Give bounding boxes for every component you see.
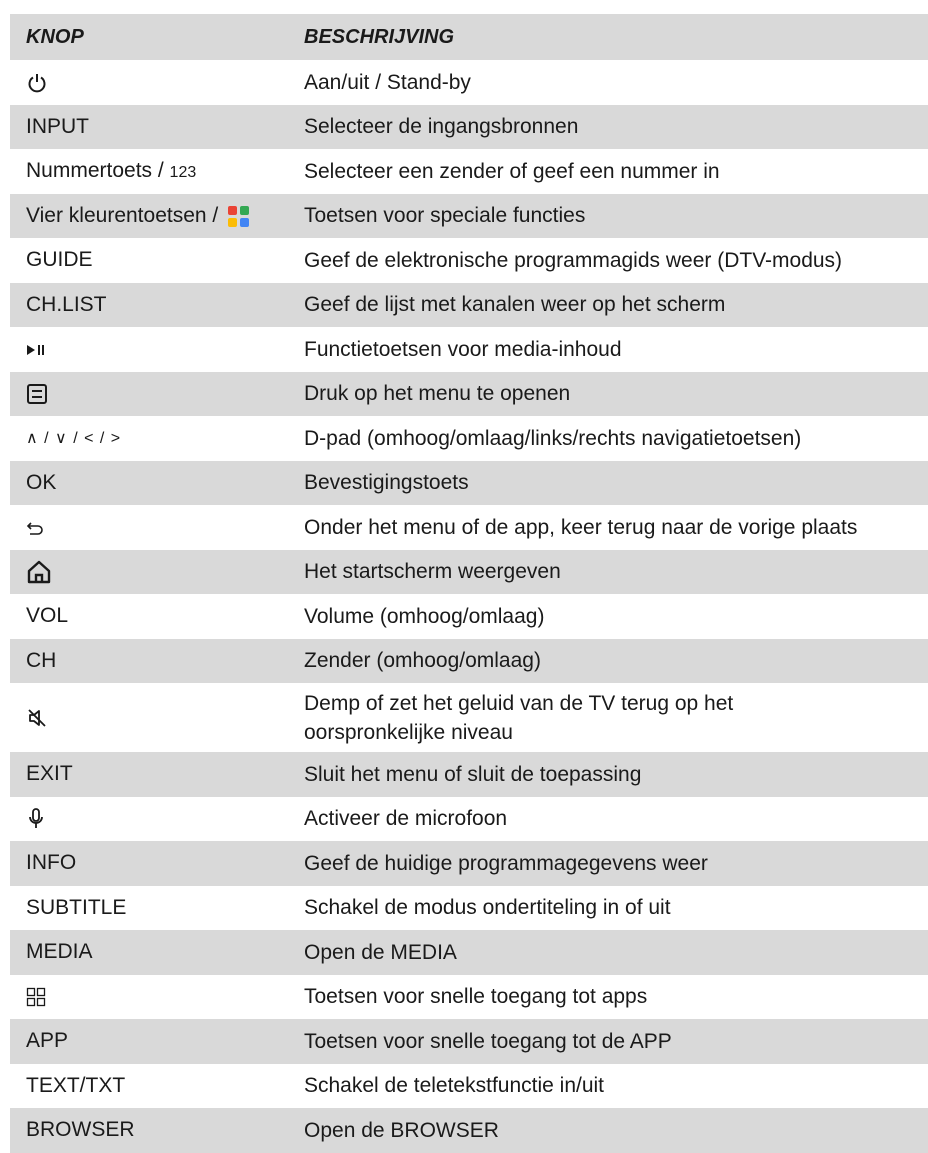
desc-cell: Open de MEDIA <box>304 940 457 964</box>
desc-line: oorspronkelijke niveau <box>304 720 513 744</box>
key-cell: GUIDE <box>26 248 93 272</box>
table-row <box>10 1019 928 1064</box>
key-cell <box>10 706 304 730</box>
desc-cell: Schakel de teletekstfunctie in/uit <box>304 1074 605 1098</box>
table-row <box>10 238 928 283</box>
table-row <box>10 683 928 752</box>
key-label-small: 123 <box>169 164 197 182</box>
key-cell <box>10 985 304 1009</box>
table-row <box>10 194 928 239</box>
table-header <box>10 14 928 60</box>
desc-cell: Toetsen voor speciale functies <box>304 204 586 228</box>
table-row <box>10 327 928 372</box>
key-cell: INPUT <box>26 114 89 138</box>
play-pause-icon <box>26 343 48 357</box>
table-row <box>10 416 928 461</box>
desc-cell: Zender (omhoog/omlaag) <box>304 649 541 673</box>
table-row <box>10 505 928 550</box>
desc-cell: Aan/uit / Stand-by <box>304 70 471 94</box>
desc-cell: Geef de lijst met kanalen weer op het scherm <box>304 293 726 317</box>
table-row <box>10 1108 928 1153</box>
desc-cell: Sluit het menu of sluit de toepassing <box>304 762 642 786</box>
desc-cell <box>304 689 928 747</box>
desc-cell: Activeer de microfoon <box>304 807 508 831</box>
table-row <box>10 105 928 150</box>
desc-cell: Selecteer de ingangsbronnen <box>304 115 579 139</box>
key-cell: INFO <box>26 851 77 875</box>
key-cell <box>10 337 304 361</box>
table-row <box>10 975 928 1020</box>
back-icon <box>26 520 46 536</box>
key-cell <box>10 807 304 831</box>
desc-cell: Bevestigingstoets <box>304 471 469 495</box>
mute-icon <box>26 707 48 729</box>
key-cell: SUBTITLE <box>26 895 127 919</box>
key-cell <box>10 382 304 406</box>
menu-icon <box>26 383 48 405</box>
desc-cell: Onder het menu of de app, keer terug naar de vorige plaats <box>304 515 858 539</box>
table-row <box>10 752 928 797</box>
power-icon <box>26 72 48 94</box>
four-color-keys-icon <box>228 206 249 227</box>
desc-cell: Open de BROWSER <box>304 1118 499 1142</box>
table-row <box>10 461 928 506</box>
table-row <box>10 639 928 684</box>
table-row <box>10 841 928 886</box>
desc-line: Demp of zet het geluid van de TV terug op het <box>304 691 734 715</box>
desc-cell: Toetsen voor snelle toegang tot de APP <box>304 1029 672 1053</box>
desc-cell: Geef de elektronische programmagids weer (DTV-modus) <box>304 248 843 272</box>
desc-cell: Druk op het menu te openen <box>304 382 571 406</box>
table-row <box>10 283 928 328</box>
home-icon <box>26 559 52 585</box>
key-cell: CH <box>26 648 57 672</box>
table-row <box>10 797 928 842</box>
key-cell <box>10 204 304 228</box>
key-cell: BROWSER <box>26 1118 135 1142</box>
desc-cell: Toetsen voor snelle toegang tot apps <box>304 985 648 1009</box>
key-cell: TEXT/TXT <box>26 1073 126 1097</box>
table-row <box>10 930 928 975</box>
key-cell <box>10 159 304 183</box>
table-row <box>10 886 928 931</box>
microphone-icon <box>26 807 46 831</box>
desc-cell: Schakel de modus ondertiteling in of uit <box>304 896 671 920</box>
key-cell <box>10 70 304 94</box>
key-cell: ∧ / ∨ / < / > <box>26 430 122 448</box>
header-beschrijving: BESCHRIJVING <box>304 25 455 48</box>
desc-cell: Volume (omhoog/omlaag) <box>304 604 545 628</box>
table-row <box>10 60 928 105</box>
table-row <box>10 149 928 194</box>
key-label: Nummertoets / <box>26 159 170 183</box>
table-row <box>10 594 928 639</box>
desc-cell: Functietoetsen voor media-inhoud <box>304 337 622 361</box>
table-row <box>10 372 928 417</box>
key-cell: MEDIA <box>26 940 93 964</box>
key-cell <box>10 515 304 539</box>
desc-cell: D-pad (omhoog/omlaag/links/rechts navigatietoetsen) <box>304 426 802 450</box>
key-label: Vier kleurentoetsen / <box>26 203 225 227</box>
key-cell: EXIT <box>26 762 73 786</box>
key-cell: CH.LIST <box>26 292 107 316</box>
desc-cell: Geef de huidige programmagegevens weer <box>304 851 708 875</box>
table-row <box>10 1064 928 1109</box>
desc-cell: Het startscherm weergeven <box>304 560 561 584</box>
key-cell <box>10 559 304 585</box>
key-cell: APP <box>26 1029 69 1053</box>
remote-button-table <box>10 14 928 1153</box>
key-cell: VOL <box>26 604 69 628</box>
table-row <box>10 550 928 595</box>
key-cell: OK <box>26 470 57 494</box>
desc-cell: Selecteer een zender of geef een nummer in <box>304 159 720 183</box>
header-knop: KNOP <box>26 25 84 48</box>
apps-grid-icon <box>26 987 46 1007</box>
